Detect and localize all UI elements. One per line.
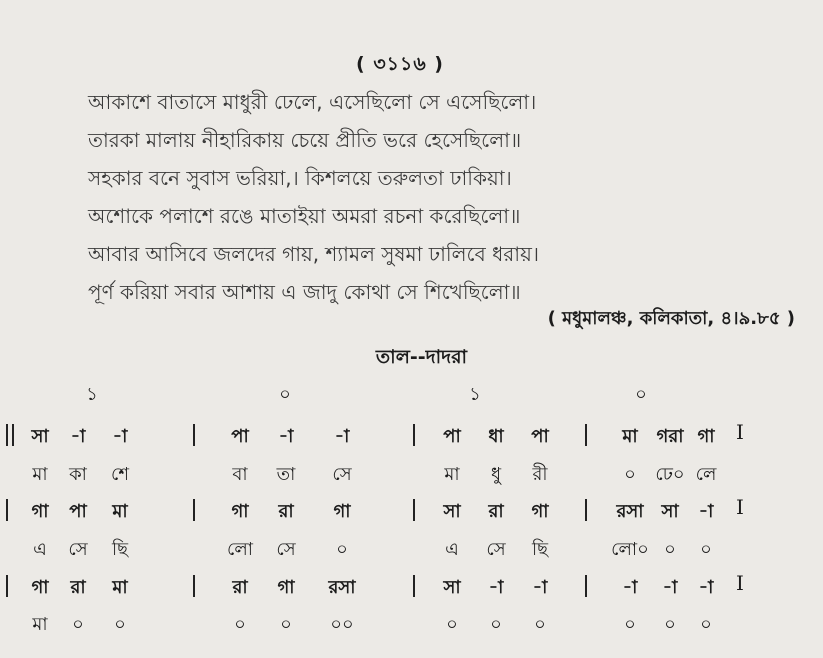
lyric-syllable: ০ [114,614,126,635]
lyric-syllable: ০ [336,539,348,560]
lyric-syllable: ঢে০ [655,464,685,485]
double-barline [6,424,14,446]
lyric-syllable: ০ [664,614,676,635]
barline [585,575,587,597]
barline [193,499,195,521]
barline [585,499,587,521]
lyric-syllable: ০ [700,614,712,635]
barline [6,575,8,597]
barline [413,575,415,597]
swara-note: পা [231,426,249,447]
swara-note: -া [112,426,128,447]
swara-note: রা [70,577,86,598]
swara-note: গা [333,501,351,522]
swara-note: রসা [328,577,356,598]
barline [6,499,8,521]
swara-note: -া [334,426,350,447]
lyric-line-1: আকাশে বাতাসে মাধুরী ঢেলে, এসেছিলো সে এসেছিলো। [88,90,537,114]
lyric-syllable: ০ [490,614,502,635]
lyric-syllable: ছি [111,539,129,560]
lyric-syllable: ০ [280,614,292,635]
swara-note: -া [662,577,678,598]
beat-mark-3: ১ [469,384,481,405]
swara-note: -া [698,501,714,522]
lyric-syllable: রী [532,464,548,485]
swara-note: গা [277,577,295,598]
end-mark: I [736,571,744,595]
swara-note: -া [70,426,86,447]
end-mark: I [736,420,744,444]
tala-title: তাল--দাদরা [375,346,468,368]
lyric-line-3: সহকার বনে সুবাস ভরিয়া,। কিশলয়ে তরুলতা ঢাকিয়া। [88,166,512,190]
barline [585,424,587,446]
swara-note: -া [698,577,714,598]
swara-note: পা [443,426,461,447]
beat-mark-1: ১ [86,384,98,405]
swara-note: রসা [616,501,644,522]
lyric-line-6: পূর্ণ করিয়া সবার আশায় এ জাদু কোথা সে শিখেছিলো॥ [88,280,521,304]
lyric-syllable: ০ [664,539,676,560]
beat-mark-4: ০ [635,384,647,405]
swara-note: গা [531,501,549,522]
lyric-syllable: সে [332,464,352,485]
swara-note: সা [443,501,461,522]
barline [193,424,195,446]
lyric-syllable: শে [111,464,129,485]
lyric-syllable: কা [69,464,87,485]
lyric-syllable: ০ [534,614,546,635]
lyric-syllable: লো [227,539,253,560]
swara-note: -া [622,577,638,598]
lyric-line-5: আবার আসিবে জলদের গায়, শ্যামল সুষমা ঢালিবে ধরায়। [88,242,540,266]
lyric-syllable: লো০ [611,539,649,560]
lyric-syllable: ০ [700,539,712,560]
lyric-syllable: তা [276,464,296,485]
source-citation: ( মধুমালঞ্চ, কলিকাতা, ৪।৯.৮৫ ) [547,308,795,329]
lyric-syllable: ০ [624,464,636,485]
lyric-syllable: ধু [490,464,502,485]
lyric-syllable: ০ [624,614,636,635]
swara-note: গা [31,577,49,598]
swara-note: গা [31,501,49,522]
swara-note: -া [532,577,548,598]
swara-note: ধা [488,426,504,447]
lyric-syllable: ছি [531,539,549,560]
swara-note: গা [231,501,249,522]
lyric-syllable: মা [32,464,48,485]
swara-note: মা [112,577,128,598]
lyric-syllable: সে [486,539,506,560]
swara-note: গা [697,426,715,447]
lyric-line-2: তারকা মালায় নীহারিকায় চেয়ে প্রীতি ভরে হেসেছিলো॥ [88,128,522,152]
lyric-syllable: বা [232,464,248,485]
swara-note: পা [531,426,549,447]
swara-note: সা [443,577,461,598]
lyric-syllable: মা [444,464,460,485]
lyric-syllable: ০০ [330,614,354,635]
lyric-syllable: ০ [72,614,84,635]
barline [413,424,415,446]
lyric-syllable: ০ [446,614,458,635]
barline [413,499,415,521]
lyric-syllable: লে [695,464,717,485]
lyric-syllable: মা [32,614,48,635]
lyric-syllable: এ [33,539,47,560]
lyric-syllable: সে [68,539,88,560]
swara-note: -া [488,577,504,598]
swara-note: মা [622,426,638,447]
swara-note: মা [112,501,128,522]
lyric-syllable: ০ [234,614,246,635]
swara-note: পা [69,501,87,522]
lyric-line-4: অশোকে পলাশে রঙে মাতাইয়া অমরা রচনা করেছিলো॥ [88,204,521,228]
swara-note: রা [488,501,504,522]
swara-note: গরা [656,426,684,447]
lyric-syllable: সে [276,539,296,560]
swara-note: রা [232,577,248,598]
swara-note: -া [278,426,294,447]
swara-note: রা [278,501,294,522]
beat-mark-2: ০ [279,384,291,405]
end-mark: I [736,495,744,519]
lyric-syllable: এ [445,539,459,560]
swara-note: সা [661,501,679,522]
barline [193,575,195,597]
swara-note: সা [31,426,49,447]
song-number: ( ৩১১৬ ) [356,53,444,75]
